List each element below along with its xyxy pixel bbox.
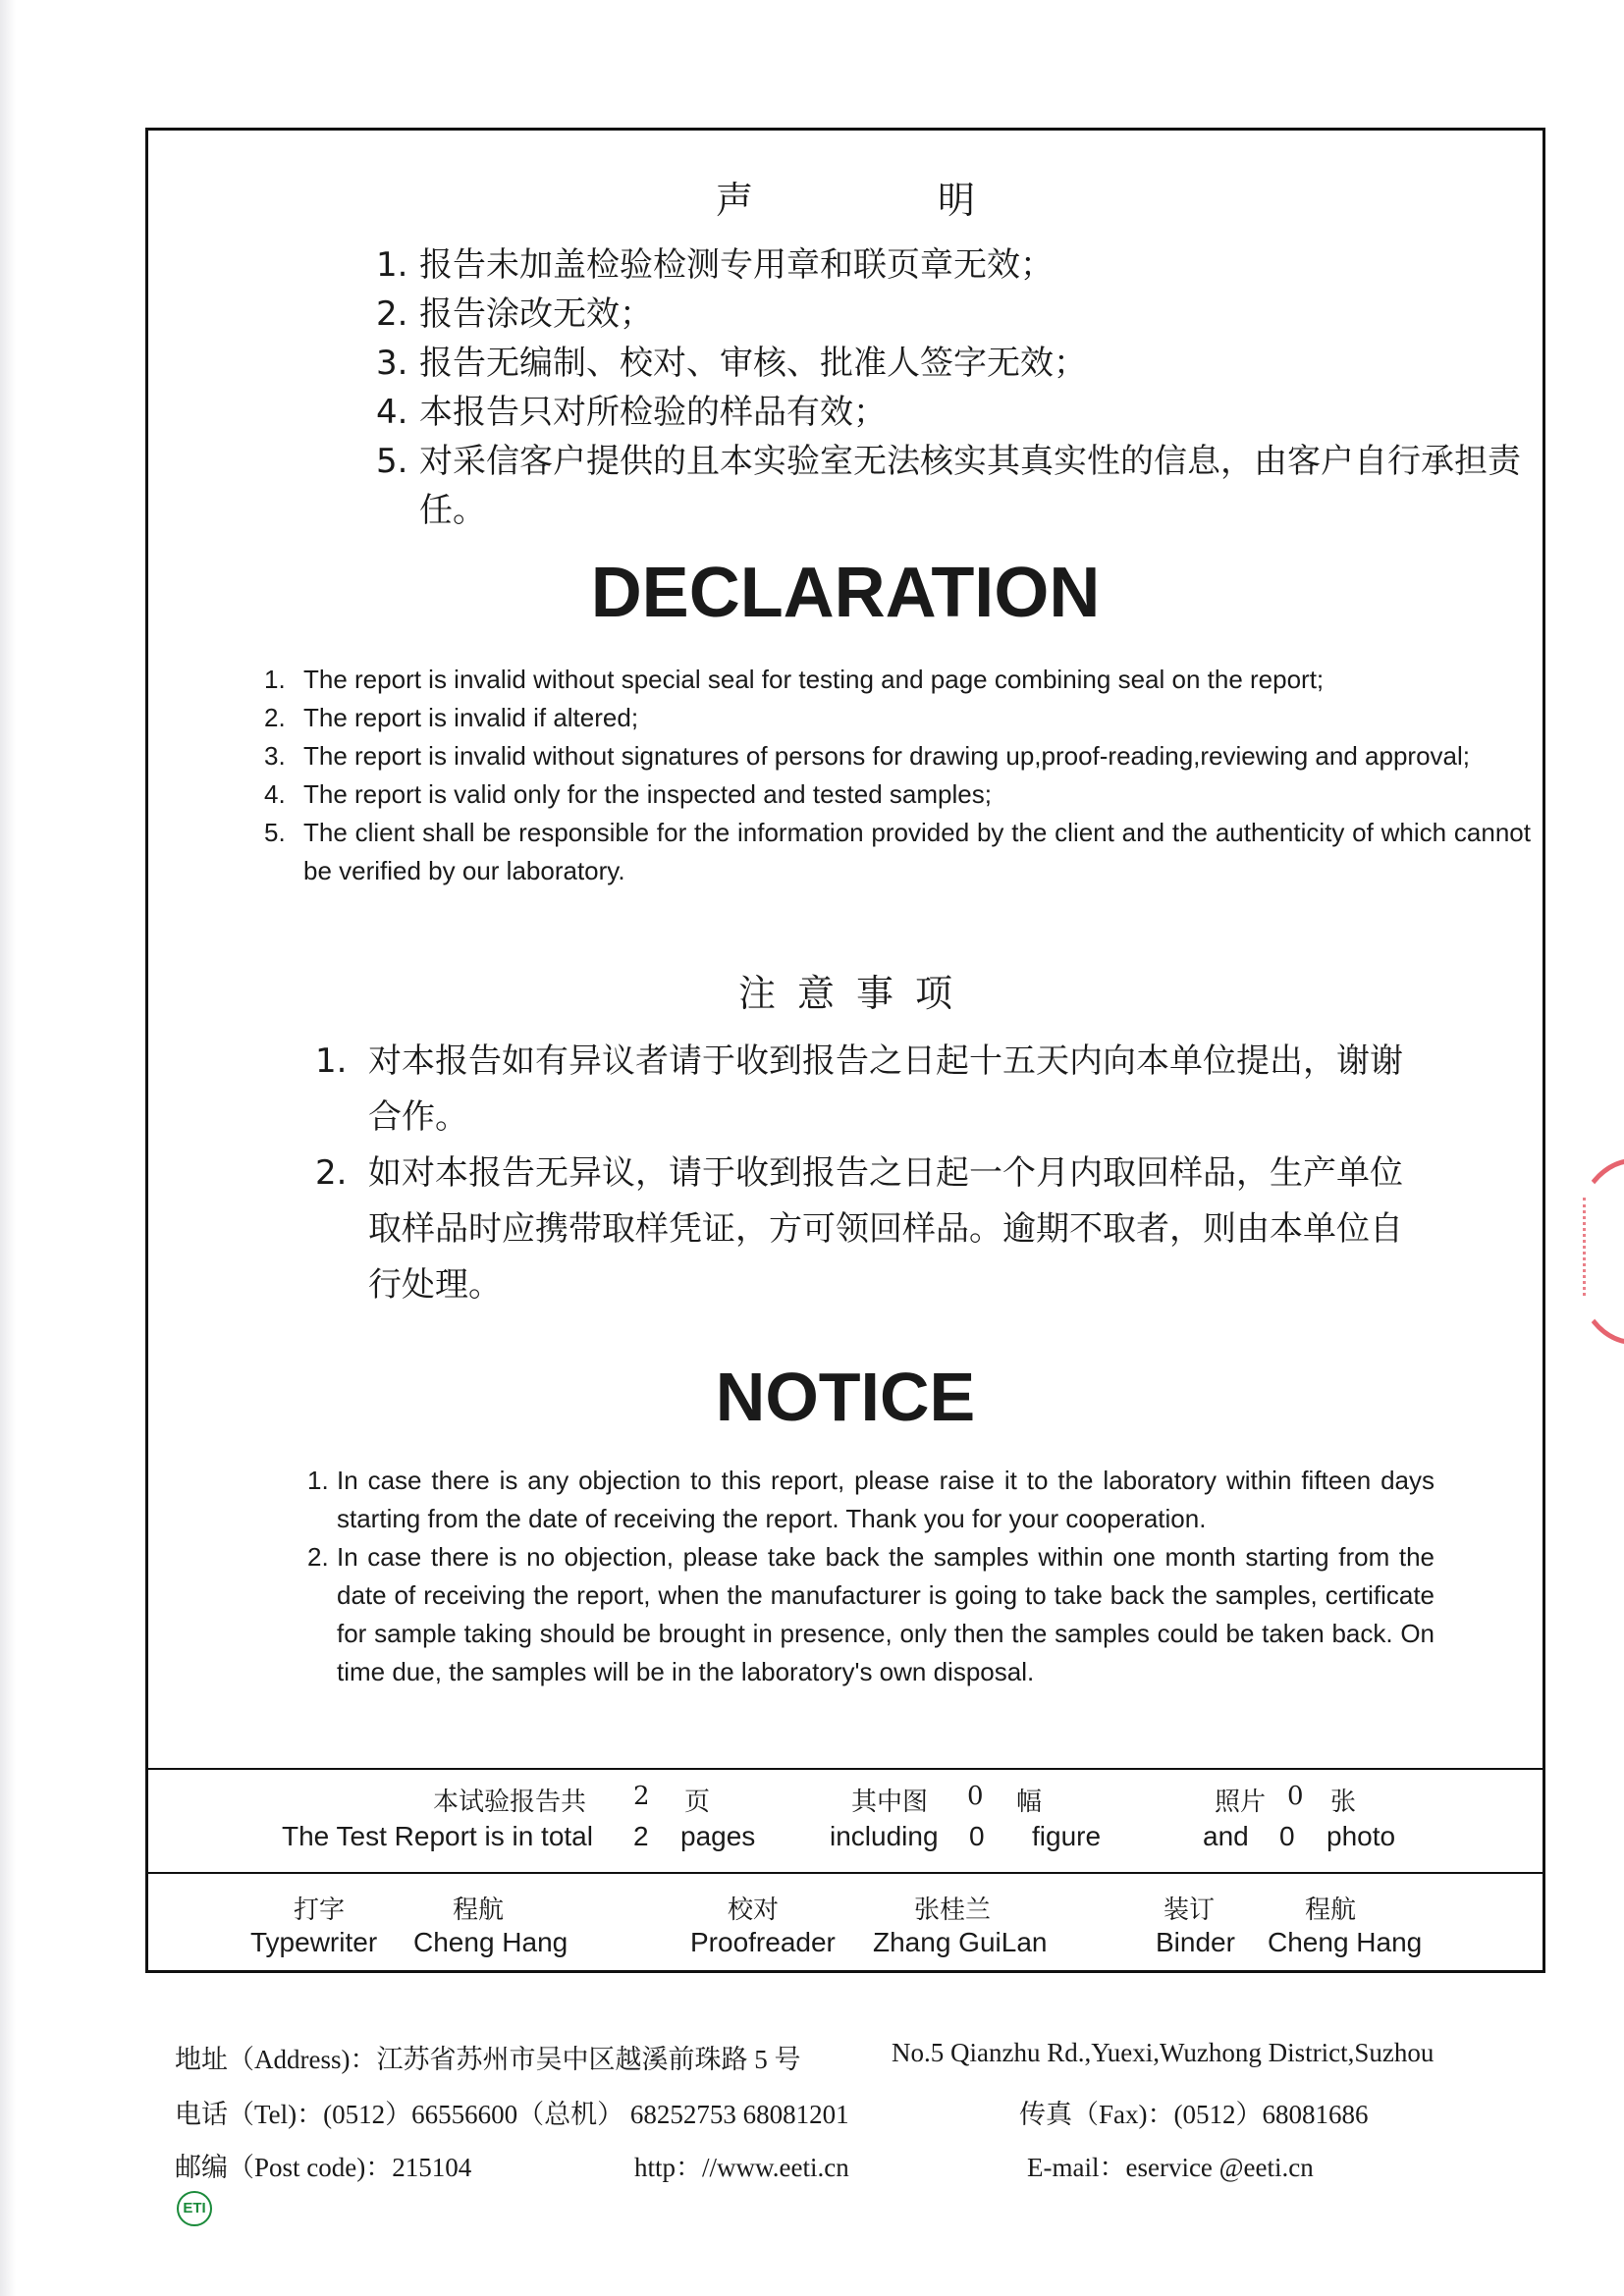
- item-number: 1.: [376, 245, 408, 285]
- total-en-label: The Test Report is in total: [282, 1821, 593, 1851]
- total-cn-photo-label: 照片: [1215, 1788, 1267, 1817]
- footer-tel: 电话（Tel)：(0512）66556600（总机） 68252753 68081201: [175, 2100, 849, 2129]
- footer-fax: 传真（Fax)：(0512）68081686: [1019, 2100, 1369, 2129]
- item-text: 报告未加盖检验检测专用章和联页章无效；: [419, 245, 1054, 285]
- total-en-figs: 0: [969, 1821, 985, 1851]
- footer-http: http：//www.eeti.cn: [634, 2153, 849, 2182]
- footer-email: E-mail：eservice @eeti.cn: [1027, 2153, 1314, 2182]
- total-en-photos: 0: [1279, 1821, 1295, 1851]
- notice-cn-title: 注意事项: [737, 972, 974, 1015]
- item-number: 1.: [264, 665, 286, 694]
- item-text: The report is invalid without special seal for testing and page combining seal on the report;: [303, 665, 1325, 694]
- list-item: [376, 388, 1535, 437]
- item-number: 2.: [264, 703, 286, 732]
- footer-postcode: 邮编（Post code)：215104: [175, 2153, 472, 2182]
- item-number: 3.: [376, 344, 408, 383]
- total-cn-photos: 0: [1287, 1782, 1304, 1811]
- item-number: 2.: [376, 294, 408, 334]
- total-en-page-unit: pages: [680, 1821, 756, 1851]
- item-text: In case there is no objection, please take back the samples within one month starting from the date of receiving the report, when the manufacturer is going to take back the samples, certificate for sample taking should be brought in presence, only then the samples could be taken back. On time due, the samples will be in the laboratory's own disposal.: [337, 1542, 1435, 1686]
- divider: [148, 1872, 1543, 1874]
- item-text: 报告无编制、校对、审核、批准人签字无效；: [419, 344, 1087, 383]
- total-en-photo-unit: photo: [1326, 1821, 1396, 1851]
- binder-cn-label: 装订: [1164, 1896, 1216, 1925]
- proofreader-en-name: Zhang GuiLan: [873, 1927, 1048, 1957]
- item-text: 如对本报告无异议，请于收到报告之日起一个月内取回样品，生产单位取样品时应携带取样凭证，方可领回样品。逾期不取者，则由本单位自行处理。: [368, 1153, 1403, 1305]
- item-text: The report is valid only for the inspected and tested samples;: [303, 779, 992, 809]
- total-en-photo-label: and: [1203, 1821, 1249, 1851]
- notice-en-list: [307, 1462, 1435, 1691]
- item-text: 对本报告如有异议者请于收到报告之日起十五天内向本单位提出，谢谢合作。: [368, 1041, 1403, 1137]
- list-item: [376, 339, 1535, 388]
- item-text: In case there is any objection to this report, please raise it to the laboratory within fifteen days starting from the date of receiving the report. Thank you for your cooperation.: [337, 1466, 1435, 1533]
- declaration-frame: [145, 128, 1545, 1973]
- item-text: 报告涂改无效；: [419, 294, 653, 334]
- typewriter-en-name: Cheng Hang: [413, 1927, 568, 1957]
- proofreader-cn-name: 张桂兰: [914, 1896, 992, 1925]
- list-item: [264, 775, 1531, 814]
- item-number: 2.: [315, 1153, 348, 1193]
- declaration-en-title: DECLARATION: [590, 554, 1101, 632]
- declaration-cn-list: [376, 240, 1535, 535]
- item-number: 3.: [264, 741, 286, 771]
- binder-en-label: Binder: [1156, 1927, 1235, 1957]
- total-cn-photo-unit: 张: [1330, 1788, 1357, 1817]
- company-logo-icon: ETI: [177, 2191, 212, 2226]
- binder-cn-name: 程航: [1305, 1896, 1357, 1925]
- item-text: 对采信客户提供的且本实验室无法核实其真实性的信息，由客户自行承担责任。: [419, 442, 1521, 530]
- item-number: 1.: [307, 1466, 329, 1495]
- item-number: 1.: [315, 1041, 348, 1081]
- item-text: The report is invalid without signatures of persons for drawing up,proof-reading,reviewing and approval;: [303, 741, 1470, 771]
- total-en-fig-label: including: [830, 1821, 939, 1851]
- list-item: [376, 437, 1535, 535]
- total-cn-pages: 2: [633, 1782, 650, 1811]
- item-text: The report is invalid if altered;: [303, 703, 639, 732]
- item-number: 4.: [264, 779, 286, 809]
- page-edge-shadow: [0, 0, 16, 2296]
- item-number: 2.: [307, 1542, 329, 1572]
- proofreader-cn-label: 校对: [728, 1896, 780, 1925]
- typewriter-en-label: Typewriter: [250, 1927, 378, 1957]
- list-item: [264, 699, 1531, 737]
- typewriter-cn-label: 打字: [294, 1896, 346, 1925]
- notice-cn-list: [315, 1034, 1435, 1313]
- typewriter-cn-name: 程航: [453, 1896, 505, 1925]
- proofreader-en-label: Proofreader: [690, 1927, 836, 1957]
- total-cn-figs: 0: [967, 1782, 984, 1811]
- list-item: [315, 1034, 1435, 1146]
- list-item: [376, 240, 1535, 290]
- seal-perforation-icon: [1583, 1198, 1605, 1296]
- total-cn-label: 本试验报告共: [433, 1788, 587, 1817]
- total-en-pages: 2: [633, 1821, 649, 1851]
- divider: [148, 1768, 1543, 1770]
- footer-address: 地址（Address)：江苏省苏州市吴中区越溪前珠路 5 号: [175, 2045, 801, 2074]
- list-item: [307, 1538, 1435, 1691]
- total-cn-fig-label: 其中图: [851, 1788, 929, 1817]
- item-text: The client shall be responsible for the information provided by the client and the authenticity of which cannot be verified by our laboratory.: [303, 818, 1531, 885]
- item-text: 本报告只对所检验的样品有效；: [419, 393, 887, 432]
- declaration-cn-title: 声 明: [715, 179, 1062, 222]
- declaration-en-list: [264, 661, 1531, 890]
- list-item: [264, 737, 1531, 775]
- list-item: [315, 1146, 1435, 1313]
- item-number: 5.: [264, 818, 286, 847]
- binder-en-name: Cheng Hang: [1268, 1927, 1423, 1957]
- item-number: 5.: [376, 442, 408, 481]
- list-item: [307, 1462, 1435, 1538]
- total-en-fig-unit: figure: [1032, 1821, 1102, 1851]
- total-cn-page-unit: 页: [684, 1788, 711, 1817]
- item-number: 4.: [376, 393, 408, 432]
- list-item: [264, 661, 1531, 699]
- list-item: [264, 814, 1531, 890]
- footer-address-en: No.5 Qianzhu Rd.,Yuexi,Wuzhong District,Suzhou: [892, 2038, 1435, 2067]
- total-cn-fig-unit: 幅: [1016, 1788, 1043, 1817]
- notice-en-title: NOTICE: [715, 1359, 976, 1435]
- list-item: [376, 290, 1535, 339]
